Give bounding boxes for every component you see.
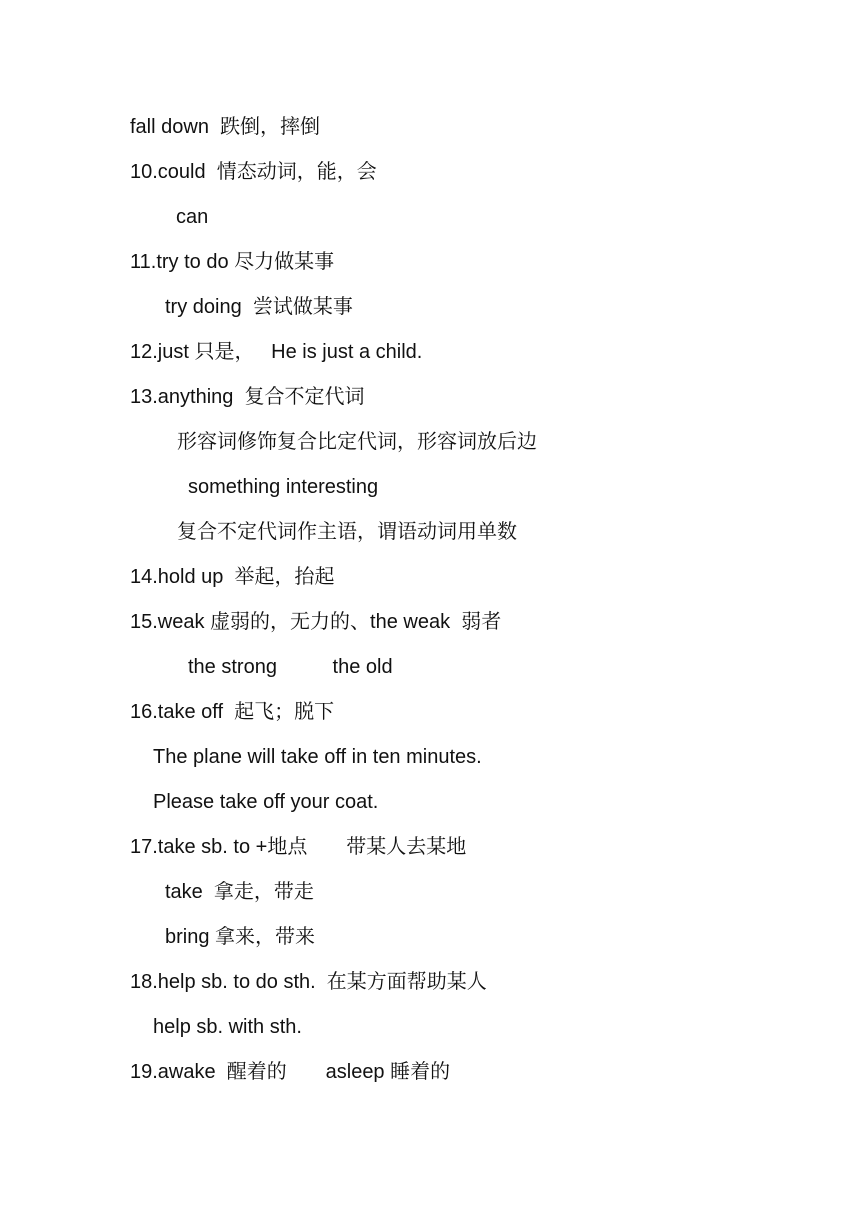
text-line-can: can xyxy=(176,206,209,228)
text-line-14-hold-up: 14.hold up 举起，抬起 xyxy=(130,566,335,588)
text-line-11-try-to-do: 11.try to do 尽力做某事 xyxy=(130,251,335,273)
text-line-13-anything: 13.anything 复合不定代词 xyxy=(130,386,365,408)
text-line-12-just: 12.just 只是， He is just a child. xyxy=(130,341,423,363)
text-line-18-help-sb: 18.help sb. to do sth. 在某方面帮助某人 xyxy=(130,971,487,993)
text-line-10-could: 10.could 情态动词，能，会 xyxy=(130,161,377,183)
text-line-the-strong-the-old: the strong the old xyxy=(188,656,393,678)
text-line-15-weak: 15.weak 虚弱的，无力的、the weak 弱者 xyxy=(130,611,502,633)
text-line-coat-example: Please take off your coat. xyxy=(153,791,379,813)
text-line-help-sb-with: help sb. with sth. xyxy=(153,1016,302,1038)
text-line-something-interesting: something interesting xyxy=(188,476,379,498)
text-line-adjective-rule: 形容词修饰复合比定代词，形容词放后边 xyxy=(177,431,537,453)
text-line-bring: bring 拿来，带来 xyxy=(165,926,316,948)
text-line-fall-down: fall down 跌倒，摔倒 xyxy=(130,116,321,138)
text-line-try-doing: try doing 尝试做某事 xyxy=(165,296,353,318)
text-line-16-take-off: 16.take off 起飞；脱下 xyxy=(130,701,335,723)
text-line-take: take 拿走，带走 xyxy=(165,881,314,903)
text-line-subject-rule: 复合不定代词作主语，谓语动词用单数 xyxy=(177,521,517,543)
text-line-plane-example: The plane will take off in ten minutes. xyxy=(153,746,482,768)
text-line-17-take-sb-to: 17.take sb. to +地点 带某人去某地 xyxy=(130,836,467,858)
text-line-19-awake: 19.awake 醒着的 asleep 睡着的 xyxy=(130,1061,451,1083)
